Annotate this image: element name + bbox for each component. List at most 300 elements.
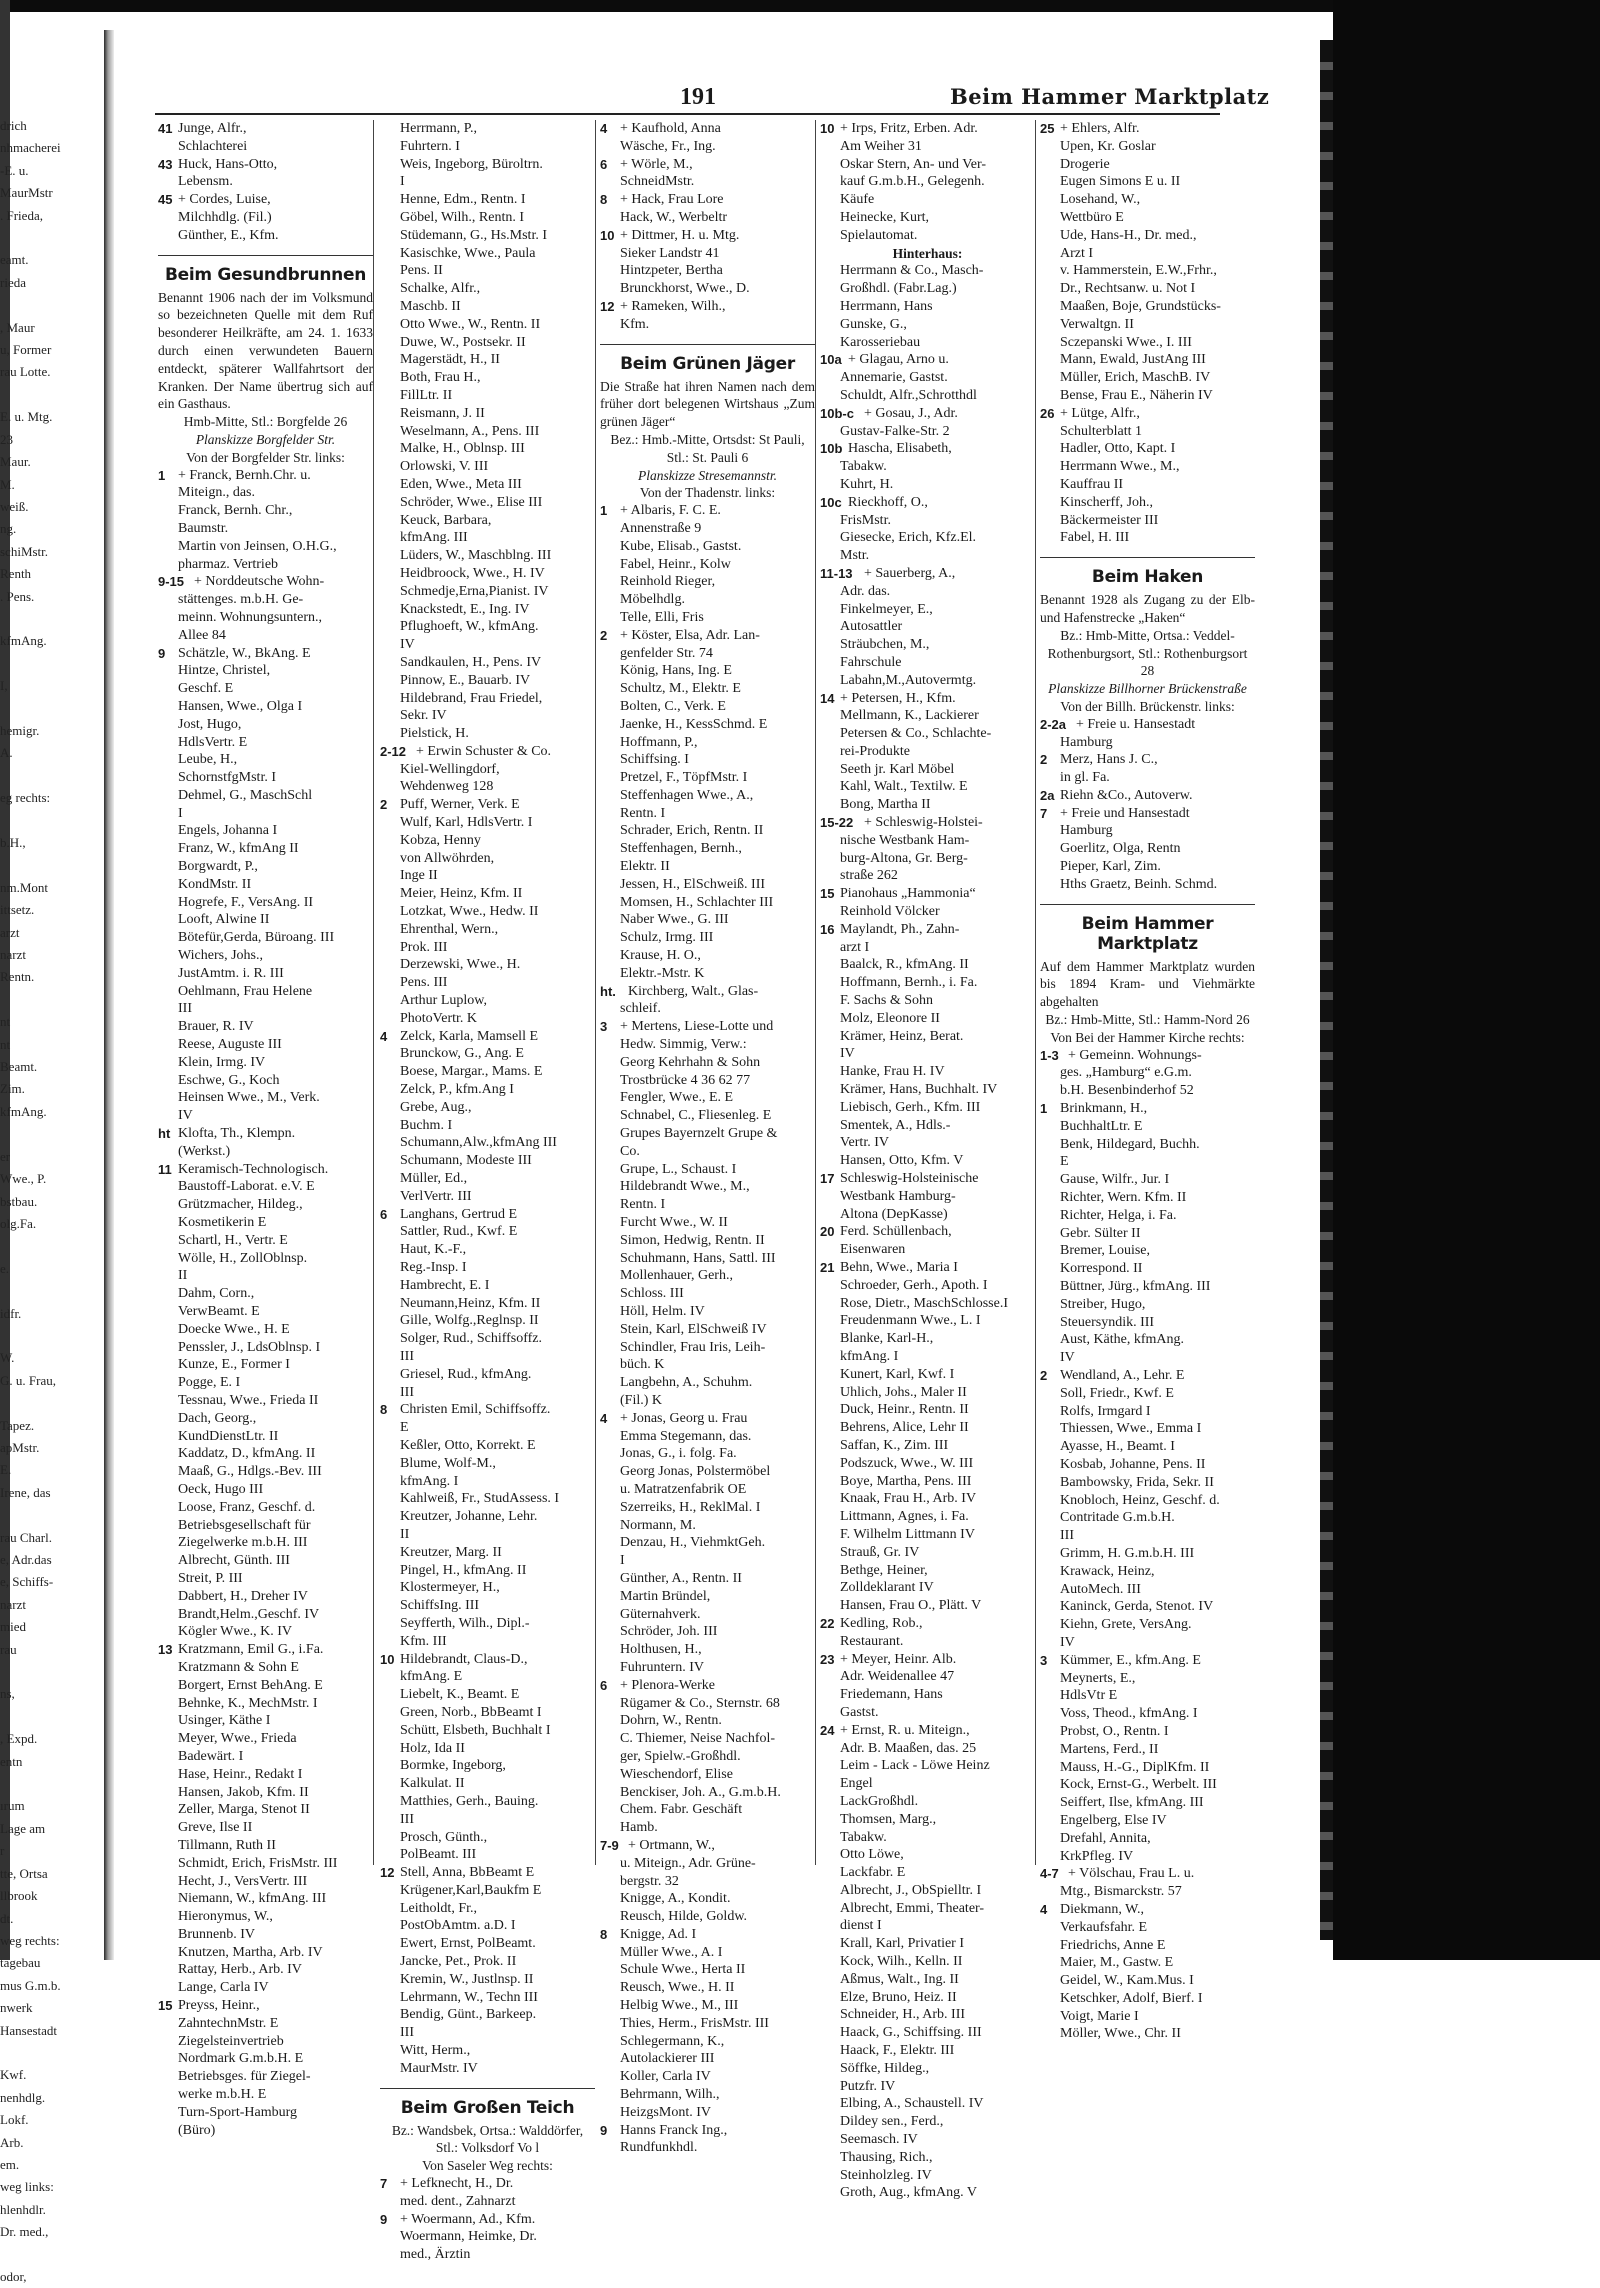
resident-line: dienst I <box>840 1918 882 1934</box>
resident-line: Kahl, Walt., Textilw. E <box>840 779 968 795</box>
facing-page-text: W. <box>0 1350 15 1366</box>
resident-line: Hintze, Christel, <box>178 663 271 679</box>
facing-page-text: 23 <box>0 431 13 447</box>
facing-page-text: Kwf. <box>0 2067 27 2083</box>
house-number-entry <box>820 1722 1035 1740</box>
resident-line: Seemasch. IV <box>840 2132 918 2148</box>
resident-line: Smentek, A., Hdls.- <box>840 1117 951 1133</box>
house-number: 8 <box>380 1402 388 1418</box>
resident-line: Normann, M. <box>620 1517 696 1533</box>
resident-line: Bolten, C., Verk. E <box>620 698 726 714</box>
resident-line: Borgwardt, P., <box>178 859 258 875</box>
resident-line: Jaenke, H., KessSchmd. E <box>620 716 768 732</box>
resident-line: JustAmtm. i. R. III <box>178 965 284 981</box>
house-number-entry <box>820 1615 1035 1633</box>
facing-page-text: drich <box>0 118 27 133</box>
resident-line: Karosseriebau <box>840 334 921 350</box>
house-number: 8 <box>600 1926 608 1942</box>
resident-line: Uhlich, Johs., Maler II <box>840 1384 967 1400</box>
resident-line: Fuhruntern. IV <box>620 1659 704 1675</box>
house-number-entry <box>1040 716 1255 734</box>
resident-line: Zeller, Marga, Stenot II <box>178 1802 310 1818</box>
resident-line: Albrecht, Emmi, Theater- <box>840 1900 985 1916</box>
resident-line: (Fil.) K <box>620 1392 662 1408</box>
resident-line: Denzau, H., ViehmktGeh. <box>620 1535 766 1551</box>
resident-line: KondMstr. II <box>178 876 252 892</box>
facing-page-text: odor, <box>0 2269 27 2284</box>
resident-line: Meier, Heinz, Kfm. II <box>400 886 523 902</box>
house-number: ht <box>158 1126 171 1142</box>
resident-line: Sczepanski Wwe., I. III <box>1060 334 1192 350</box>
resident-line: Ewert, Ernst, PolBeamt. <box>400 1936 536 1952</box>
resident-line: Oeck, Hugo III <box>178 1481 264 1497</box>
resident-line: Hieronymus, W., <box>178 1909 273 1925</box>
house-number-entry <box>600 298 815 316</box>
resident-line: Rattay, Herb., Arb. IV <box>178 1962 302 1978</box>
resident-line: Kreutzer, Johanne, Lehr. <box>400 1509 538 1525</box>
district-info: Bez.: Hmb.-Mitte, Ortsdst: St Pauli, Stl.: St. Pauli 6 <box>610 431 805 465</box>
resident-line: Contritade G.m.b.H. <box>1060 1510 1175 1526</box>
resident-line: Schlachterei <box>178 138 248 154</box>
resident-name: Merz, Hans J. C., <box>1060 752 1158 768</box>
resident-name: Puff, Werner, Verk. E <box>400 797 520 813</box>
facing-page-text <box>0 1661 96 1683</box>
resident-line: Büttner, Jürg., kfmAng. III <box>1060 1279 1211 1295</box>
resident-line: Zelck, P., kfm.Ang I <box>400 1082 514 1098</box>
resident-line: Krawack, Heinz, <box>1060 1563 1155 1579</box>
resident-line: Streiber, Hugo, <box>1060 1296 1146 1312</box>
resident-line: Haut, K.-F., <box>400 1242 467 1258</box>
resident-line: Kreutzer, Marg. II <box>400 1544 502 1560</box>
resident-name: Hildebrandt, Claus-D., <box>400 1651 528 1667</box>
resident-line: Wulf, Karl, HdlsVertr. I <box>400 815 533 831</box>
resident-line: Martin von Jeinsen, O.H.G., <box>178 538 337 554</box>
house-number: 9 <box>158 645 166 661</box>
house-number: 1 <box>600 503 608 519</box>
resident-line: Fengler, Wwe., E. E <box>620 1090 734 1106</box>
resident-line: Mann, Ewald, JustAng III <box>1060 352 1206 368</box>
facing-page-text: , Maur <box>0 319 35 335</box>
resident-line: Heinsen Wwe., M., Verk. <box>178 1090 320 1106</box>
column-divider <box>815 120 816 1865</box>
facing-page-text: entn <box>0 1753 23 1769</box>
resident-line: I <box>400 174 405 190</box>
resident-line: IV <box>400 637 415 653</box>
resident-line: Söffke, Hildeg., <box>840 2060 930 2076</box>
house-number-entry <box>600 502 815 520</box>
facing-page-text <box>0 1325 96 1347</box>
resident-line: Aßmus, Walt., Ing. II <box>840 1971 959 1987</box>
facing-page-text: Rentn. <box>0 969 35 985</box>
resident-line: Elbing, A., Schaustell. IV <box>840 2096 984 2112</box>
resident-name: Preyss, Heinr., <box>178 1998 260 2014</box>
resident-line: Zolldeklarant IV <box>840 1580 934 1596</box>
street-heading: Beim Gesundbrunnen <box>158 255 373 285</box>
resident-line: Looft, Alwine II <box>178 912 270 928</box>
resident-line: Stein, Karl, ElSchweiß IV <box>620 1321 767 1337</box>
resident-name: + Glagau, Arno u. <box>848 352 949 368</box>
resident-name: + Völschau, Frau L. u. <box>1068 1866 1195 1882</box>
facing-page-text: dt. <box>0 1910 14 1926</box>
resident-line: MaurMstr. IV <box>400 2060 478 2076</box>
house-number-entry <box>1040 1047 1255 1065</box>
resident-line: Duck, Heinr., Rentn. II <box>840 1402 969 1418</box>
resident-line: Krämer, Heinz, Berat. <box>840 1028 964 1044</box>
resident-line: BuchhaltLtr. E <box>1060 1118 1143 1134</box>
facing-page-text: Renth <box>0 566 32 582</box>
facing-page-text: nm.Mont <box>0 879 49 895</box>
house-number-entry <box>600 1677 815 1695</box>
resident-line: Gause, Wilfr., Jur. I <box>1060 1172 1170 1188</box>
resident-line: Maaß, G., Hdlgs.-Bev. III <box>178 1464 322 1480</box>
house-number-entry <box>158 191 373 209</box>
house-number: 1 <box>158 467 166 483</box>
house-number-entry <box>820 440 1035 458</box>
house-number: 9 <box>380 2211 388 2227</box>
resident-line: C. Thiemer, Neise Nachfol- <box>620 1731 776 1747</box>
resident-line: Bäckermeister III <box>1060 512 1159 528</box>
resident-line: Sandkaulen, H., Pens. IV <box>400 654 542 670</box>
house-number-entry <box>1040 751 1255 769</box>
resident-line: Kahlweiß, Fr., StudAssess. I <box>400 1491 560 1507</box>
house-number: 15-22 <box>820 815 854 831</box>
facing-page-text <box>0 608 96 630</box>
resident-line: Mellmann, K., Lackierer <box>840 708 979 724</box>
resident-line: Prok. III <box>400 939 448 955</box>
facing-page-text: olg.Fa. <box>0 1215 37 1231</box>
resident-line: Schmidt, Erich, FrisMstr. III <box>178 1855 338 1871</box>
resident-name: Christen Emil, Schiffsoffz. <box>400 1402 551 1418</box>
resident-line: Grupes Bayernzelt Grupe & <box>620 1126 778 1142</box>
resident-line: Hamburg <box>1060 734 1113 750</box>
resident-line: Wehdenweg 128 <box>400 779 494 795</box>
resident-line: Geidel, W., Kam.Mus. I <box>1060 1973 1194 1989</box>
resident-line: Pogge, E. I <box>178 1375 241 1391</box>
resident-name: Schleswig-Holsteinische <box>840 1171 979 1187</box>
resident-line: ges. „Hamburg“ e.G.m. <box>1060 1065 1192 1081</box>
resident-name: + Cordes, Luise, <box>178 192 271 208</box>
resident-line: Hack, W., Werbeltr <box>620 209 728 225</box>
resident-line: Doecke Wwe., H. E <box>178 1321 290 1337</box>
resident-line: Herrmann, P., <box>400 121 477 136</box>
resident-line: Käufe <box>840 192 875 208</box>
facing-page-text: Lokf. <box>0 2112 29 2128</box>
resident-line: Hansen, Frau O., Plätt. V <box>840 1598 982 1614</box>
house-number-entry <box>1040 1652 1255 1670</box>
house-number-entry <box>380 1864 595 1882</box>
house-number: 11-13 <box>820 565 853 581</box>
house-number-entry <box>158 573 373 591</box>
resident-line: Telle, Elli, Fris <box>620 609 704 625</box>
district-info: Bz.: Hmb-Mitte, Ortsa.: Veddel-Rothenburgsort, Stl.: Rothenburgsort 28 <box>1047 627 1248 679</box>
house-number-entry <box>1040 1865 1255 1883</box>
resident-line: Koller, Carla IV <box>620 2069 711 2085</box>
facing-page-text: tte, Ortsa <box>0 1865 48 1881</box>
resident-line: Benk, Hildegard, Buchh. <box>1060 1136 1200 1152</box>
facing-page-text: I, <box>0 678 8 694</box>
house-number-entry <box>158 156 373 174</box>
resident-line: Gebr. Sülter II <box>1060 1225 1141 1241</box>
resident-name: Langhans, Gertrud E <box>400 1206 518 1222</box>
resident-line: Freudenmann Wwe., L. I <box>840 1313 981 1329</box>
resident-line: Orlowski, V. III <box>400 459 489 475</box>
house-number-entry <box>380 2211 595 2229</box>
resident-line: Inge II <box>400 868 438 884</box>
resident-line: III <box>400 2025 414 2041</box>
resident-line: Wölle, H., ZollOblnsp. <box>178 1250 308 1266</box>
resident-line: Schumann,Alw.,kfmAng III <box>400 1135 557 1151</box>
building-subheading: Hinterhaus: <box>892 245 963 261</box>
resident-name: + Meyer, Heinr. Alb. <box>840 1651 957 1667</box>
resident-name: + Rameken, Wilh., <box>620 298 726 314</box>
resident-name: + Ernst, R. u. Miteign., <box>840 1722 970 1738</box>
resident-line: Vertr. IV <box>840 1135 889 1151</box>
resident-line: kfmAng. III <box>400 530 468 546</box>
house-number-entry <box>600 1926 815 1944</box>
resident-line: Boye, Martha, Pens. III <box>840 1473 972 1489</box>
facing-page-text: narzt <box>0 1596 26 1612</box>
resident-line: Hansen, Jakob, Kfm. II <box>178 1784 309 1800</box>
resident-line: Pens. III <box>400 975 448 991</box>
resident-line: Verkaufsfahr. E <box>1060 1919 1148 1935</box>
resident-line: Tillmann, Ruth II <box>178 1837 276 1853</box>
house-number: 2-12 <box>380 743 407 759</box>
resident-line: Elektr.-Mstr. K <box>620 965 705 981</box>
resident-line: Knackstedt, E., Ing. IV <box>400 601 530 617</box>
house-number-entry <box>1040 1100 1255 1118</box>
resident-line: Hildebrand, Frau Friedel, <box>400 690 543 706</box>
resident-line: III <box>1060 1528 1074 1544</box>
resident-line: Pretzel, F., TöpfMstr. I <box>620 770 748 786</box>
resident-line: Geschf. E <box>178 681 234 697</box>
house-number: 10 <box>600 227 615 243</box>
resident-line: Engelberg, Else IV <box>1060 1812 1167 1828</box>
resident-line: Ehrenthal, Wern., <box>400 921 499 937</box>
house-number: 2-2a <box>1040 716 1067 732</box>
resident-line: Thies, Herm., FrisMstr. III <box>620 2015 769 2031</box>
resident-line: Dabbert, H., Dreher IV <box>178 1588 308 1604</box>
resident-line: Martens, Ferd., II <box>1060 1741 1159 1757</box>
map-reference: Planskizze Billhorner Brückenstraße <box>1048 681 1247 697</box>
facing-page-text: weiß. <box>0 498 29 514</box>
resident-line: kfmAng. E <box>400 1669 463 1685</box>
resident-line: Bambowsky, Frida, Sekr. II <box>1060 1474 1214 1490</box>
facing-page-text <box>0 384 96 406</box>
resident-line: FillLtr. II <box>400 387 453 403</box>
resident-line: Schmedje,Erna,Pianist. IV <box>400 583 549 599</box>
resident-line: Eschwe, G., Koch <box>178 1072 280 1088</box>
resident-name: Ferd. Schüllenbach, <box>840 1224 952 1240</box>
house-number: 4-7 <box>1040 1866 1059 1882</box>
street-heading: Beim Haken <box>1040 557 1255 587</box>
resident-line: Schulterblatt 1 <box>1060 423 1143 439</box>
house-number-entry <box>600 1018 815 1036</box>
resident-line: Blanke, Karl-H., <box>840 1331 934 1347</box>
resident-line: Allee 84 <box>178 627 226 643</box>
resident-name: + Gemeinn. Wohnungs- <box>1068 1047 1202 1063</box>
resident-line: Losehand, W., <box>1060 192 1141 208</box>
house-number-entry <box>820 405 1035 423</box>
resident-name: Hanns Franck Ing., <box>620 2122 728 2138</box>
facing-page-text: nhmacherei <box>0 140 61 156</box>
resident-line: IV <box>1060 1634 1075 1650</box>
resident-name: Kirchberg, Walt., Glas- <box>628 983 759 999</box>
resident-line: Schröder, Wwe., Elise III <box>400 494 543 510</box>
resident-line: Steinholzleg. IV <box>840 2167 932 2183</box>
facing-page-text: em. <box>0 2156 20 2172</box>
resident-line: ger, Spielw.-Großhdl. <box>620 1748 741 1764</box>
house-number: 45 <box>158 192 173 208</box>
house-number: 7 <box>1040 805 1048 821</box>
facing-page-text: e, Adr.das <box>0 1552 52 1567</box>
facing-page-text <box>0 1504 96 1526</box>
house-number-entry <box>600 1837 815 1855</box>
facing-page-text: M. <box>0 476 15 492</box>
resident-line: Naber Wwe., G. III <box>620 912 729 928</box>
resident-name: Riehn &Co., Autoverw. <box>1060 787 1193 803</box>
resident-name: + Freie und Hansestadt <box>1060 805 1190 821</box>
house-number: 13 <box>158 1642 173 1658</box>
house-number: 2 <box>1040 1368 1048 1383</box>
resident-name: Pianohaus „Hammonia“ <box>840 886 976 902</box>
facing-page-text <box>0 1280 96 1302</box>
resident-line: Herrmann Wwe., M., <box>1060 459 1180 475</box>
resident-line: Hamburg <box>1060 823 1113 839</box>
resident-line: Saffan, K., Zim. III <box>840 1437 949 1453</box>
house-number-entry <box>1040 405 1255 423</box>
resident-line: in gl. Fa. <box>1060 770 1110 786</box>
facing-page-text: E. u. Mtg. <box>0 409 53 425</box>
resident-line: Tabakw. <box>840 459 887 475</box>
resident-line: Kasischke, Wwe., Paula <box>400 245 536 261</box>
resident-line: Steuersyndik. III <box>1060 1314 1155 1330</box>
house-number-entry <box>820 690 1035 708</box>
house-number-entry <box>158 120 373 138</box>
resident-line: Woermann, Heimke, Dr. <box>400 2229 537 2245</box>
resident-line: Drefahl, Annita, <box>1060 1830 1151 1846</box>
resident-line: Höll, Helm. IV <box>620 1304 705 1319</box>
resident-line: Gustav-Falke-Str. 2 <box>840 423 950 439</box>
resident-line: Voigt, Marie I <box>1060 2008 1139 2024</box>
house-number: 11 <box>158 1161 172 1177</box>
house-number-entry <box>820 921 1035 939</box>
directory-column-1 <box>158 120 373 2138</box>
resident-line: Loose, Franz, Geschf. d. <box>178 1499 316 1515</box>
resident-line: Hedw. Simmig, Verw.: <box>620 1037 747 1053</box>
facing-page-text: MaurMstr <box>0 185 53 201</box>
resident-line: Giesecke, Erich, Kfz.El. <box>840 530 977 546</box>
house-number: 22 <box>820 1615 835 1631</box>
facing-page-text: mus G.m.b. <box>0 1977 61 1993</box>
resident-line: Kauffrau II <box>1060 476 1124 492</box>
resident-line: Hintzpeter, Bertha <box>620 263 723 279</box>
resident-line: Schneider, H., Arb. III <box>840 2007 966 2023</box>
resident-line: Elektr. II <box>620 859 670 875</box>
resident-line: Behrens, Alice, Lehr II <box>840 1420 969 1436</box>
resident-line: Hamb. <box>620 1820 658 1836</box>
house-number: 15 <box>158 1998 173 2014</box>
resident-line: Boese, Margar., Mams. E <box>400 1064 543 1080</box>
house-number: 6 <box>380 1206 388 1222</box>
resident-line: rei-Produkte <box>840 743 910 759</box>
facing-page-text: Dr. med., <box>0 2224 49 2240</box>
facing-page-text <box>0 1773 96 1795</box>
resident-line: IV <box>1060 1350 1075 1366</box>
resident-line: Autolackierer III <box>620 2051 715 2067</box>
facing-page-text: A. <box>0 745 13 761</box>
resident-line: II <box>178 1268 188 1284</box>
resident-name: Behn, Wwe., Maria I <box>840 1260 958 1275</box>
resident-line: Niemann, W., kfmAng. III <box>178 1891 327 1907</box>
resident-line: Richter, Helga, i. Fa. <box>1060 1207 1177 1223</box>
resident-line: VerwBeamt. E <box>178 1304 260 1319</box>
resident-name: + Norddeutsche Wohn- <box>194 574 325 590</box>
resident-line: Eisenwaren <box>840 1242 906 1258</box>
resident-line: Betriebsges. für Ziegel- <box>178 2069 311 2085</box>
resident-line: Reese, Auguste III <box>178 1037 282 1053</box>
resident-line: Schuldt, Alfr.,Schrotthdl <box>840 387 977 403</box>
resident-line: u. Miteign., Adr. Grüne- <box>620 1855 756 1871</box>
resident-line: Elze, Bruno, Heiz. II <box>840 1989 957 2005</box>
resident-line: Georg Kehrhahn & Sohn <box>620 1054 761 1070</box>
resident-line: Kaninck, Gerda, Stenot. IV <box>1060 1599 1214 1615</box>
facing-page-text: eamt. <box>0 252 29 268</box>
resident-line: LackGroßhdl. <box>840 1793 919 1809</box>
resident-line: Annemarie, Gastst. <box>840 370 948 386</box>
house-number: 23 <box>820 1651 835 1667</box>
resident-line: Fuhrtern. I <box>400 138 460 154</box>
resident-line: Behnke, K., MechMstr. I <box>178 1695 318 1711</box>
resident-line: III <box>400 1811 414 1827</box>
resident-line: Jonas, G., i. folg. Fa. <box>620 1446 737 1462</box>
resident-line: SchornstfgMstr. I <box>178 770 276 786</box>
facing-page-text <box>0 1392 96 1414</box>
resident-line: Reinhold Völcker <box>840 904 940 920</box>
resident-line: Malke, H., Oblnsp. III <box>400 441 525 457</box>
resident-line: HeizgsMont. IV <box>620 2104 711 2120</box>
house-number: 10a <box>820 352 842 368</box>
resident-name: + Lütge, Alfr., <box>1060 405 1140 421</box>
resident-name: Kratzmann, Emil G., i.Fa. <box>178 1642 324 1658</box>
resident-line: Otto Wwe., W., Rentn. II <box>400 316 541 332</box>
running-head: Beim Hammer Marktplatz <box>950 84 1270 109</box>
resident-line: Knutzen, Martha, Arb. IV <box>178 1944 323 1960</box>
resident-line: Szerreiks, H., ReklMal. I <box>620 1499 761 1515</box>
map-reference: Planskizze Borgfelder Str. <box>195 431 336 447</box>
resident-line: Hadler, Otto, Kapt. I <box>1060 441 1176 457</box>
directory-column-3 <box>600 120 815 2156</box>
resident-line: Hansen, Wwe., Olga I <box>178 698 303 714</box>
resident-line: Schindler, Frau Iris, Leih- <box>620 1339 766 1355</box>
resident-line: Rentn. I <box>620 805 666 821</box>
house-number: 2 <box>1040 752 1048 768</box>
column-divider <box>595 120 596 1865</box>
facing-page-text: Zim. <box>0 1081 25 1097</box>
resident-line: Eugen Simons E u. II <box>1060 174 1181 190</box>
house-number-entry <box>380 743 595 761</box>
resident-line: Baumstr. <box>178 520 229 536</box>
resident-line: Nordmark G.m.b.H. E <box>178 2051 304 2067</box>
house-number: 3 <box>600 1019 608 1035</box>
house-number-entry <box>380 2175 595 2193</box>
resident-line: Fabel, H. III <box>1060 530 1130 546</box>
facing-page-text: u, Former <box>0 342 52 358</box>
resident-line: Güternahverk. <box>620 1606 701 1622</box>
resident-line: Ketschker, Adolf, Bierf. I <box>1060 1990 1203 2006</box>
facing-page-text: Lage am <box>0 1820 46 1836</box>
district-info: Von der Billh. Brückenstr. links: <box>1060 698 1235 714</box>
resident-line: Möller, Wwe., Chr. II <box>1060 2026 1181 2042</box>
